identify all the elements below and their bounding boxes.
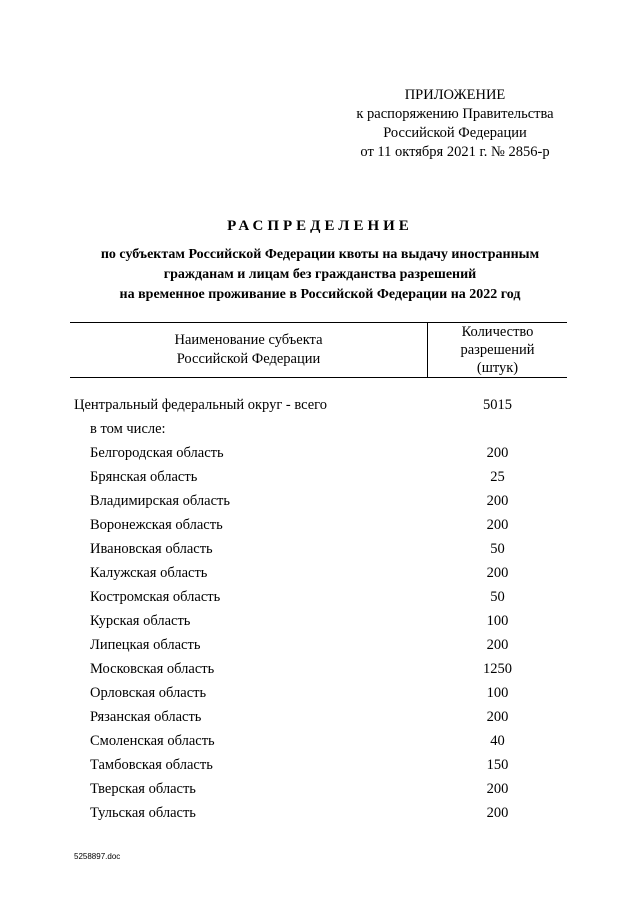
row-name: Тульская область — [90, 805, 196, 821]
column-header-count: Количество разрешений (штук) — [460, 324, 535, 376]
row-name: Смоленская область — [90, 733, 215, 749]
row-name: Курская область — [90, 613, 191, 629]
table-row — [0, 465, 640, 489]
appendix-reference: к распоряжению Правительства — [356, 106, 554, 122]
subheading-line: по субъектам Российской Федерации квоты на выдачу иностранным — [100, 247, 540, 262]
row-name: Брянская область — [90, 469, 198, 485]
row-value: 200 — [486, 637, 509, 653]
row-value: 50 — [490, 541, 505, 557]
row-name: Центральный федеральный округ - всего — [74, 397, 328, 413]
row-value: 200 — [486, 781, 509, 797]
appendix-date-number: от 11 октября 2021 г. № 2856-р — [360, 144, 550, 160]
table-row-including — [0, 417, 640, 441]
table-row — [0, 489, 640, 513]
table-row — [0, 681, 640, 705]
appendix-authority: Российской Федерации — [383, 125, 527, 141]
appendix-title: ПРИЛОЖЕНИЕ — [404, 87, 506, 103]
document-subheading — [60, 245, 580, 305]
table-row — [0, 657, 640, 681]
subheading-line: гражданам и лицам без гражданства разрешений — [163, 267, 477, 282]
row-name: Воронежская область — [90, 517, 223, 533]
table-row — [0, 729, 640, 753]
table-row — [0, 585, 640, 609]
row-value: 100 — [486, 685, 509, 701]
row-value: 200 — [486, 565, 509, 581]
table-row — [0, 513, 640, 537]
table-row — [0, 633, 640, 657]
row-name: Московская область — [90, 661, 215, 677]
row-name: Владимирская область — [90, 493, 230, 509]
table-row — [0, 561, 640, 585]
row-name: Тверская область — [90, 781, 196, 797]
table-row — [0, 753, 640, 777]
subheading-line: на временное проживание в Российской Федерации на 2022 год — [119, 287, 521, 302]
row-value: 200 — [486, 493, 509, 509]
row-name: Липецкая область — [90, 637, 201, 653]
row-name: Ивановская область — [90, 541, 213, 557]
row-name: Рязанская область — [90, 709, 202, 725]
file-reference: 5258897.doc — [74, 852, 121, 861]
table-row — [0, 609, 640, 633]
row-name: в том числе: — [90, 421, 166, 437]
table-row — [0, 777, 640, 801]
table-row — [0, 537, 640, 561]
table-row — [0, 441, 640, 465]
row-value: 50 — [490, 589, 505, 605]
row-value: 200 — [486, 445, 509, 461]
row-name: Тамбовская область — [90, 757, 213, 773]
column-header-subject: Наименование субъекта Российской Федерации — [174, 332, 323, 367]
row-value: 40 — [490, 733, 505, 749]
row-value: 1250 — [483, 661, 512, 677]
row-value: 25 — [490, 469, 505, 485]
row-name: Костромская область — [90, 589, 221, 605]
row-value: 5015 — [483, 397, 512, 413]
appendix-block — [330, 86, 580, 162]
table-row — [0, 801, 640, 825]
row-name: Орловская область — [90, 685, 207, 701]
row-value: 200 — [486, 805, 509, 821]
row-name: Калужская область — [90, 565, 208, 581]
row-value: 150 — [486, 757, 509, 773]
row-value: 100 — [486, 613, 509, 629]
table-row-total — [0, 393, 640, 417]
table-row — [0, 705, 640, 729]
document-heading: РАСПРЕДЕЛЕНИЕ — [227, 218, 413, 234]
table-body — [0, 393, 640, 825]
row-value: 200 — [486, 517, 509, 533]
table-header-rule — [70, 377, 567, 378]
row-value: 200 — [486, 709, 509, 725]
row-name: Белгородская область — [90, 445, 224, 461]
